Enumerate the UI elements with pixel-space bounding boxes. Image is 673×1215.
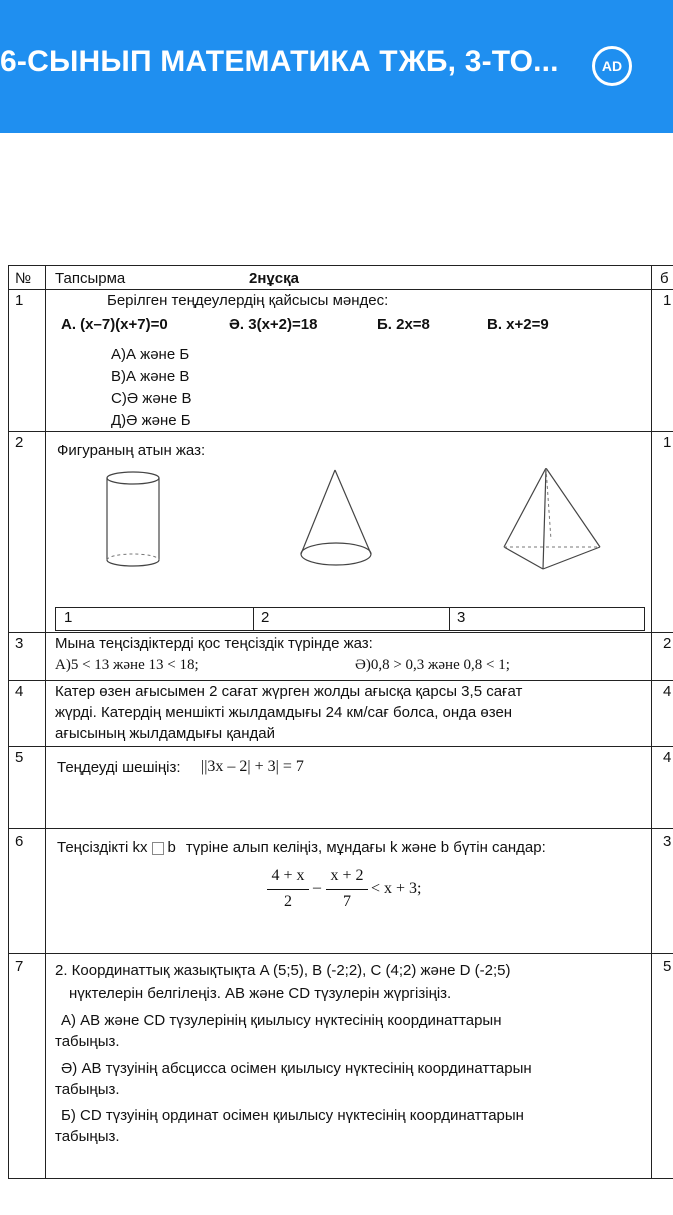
task-text-line: ағысының жылдамдығы қандай	[55, 725, 275, 742]
task-row-1	[9, 290, 673, 432]
equation-b: Б. 2x=8	[377, 316, 430, 333]
equation-e: Ә. 3(x+2)=18	[229, 316, 318, 333]
task-question: Мына теңсіздіктерді қос теңсіздік түрінде жаз:	[55, 635, 373, 652]
cell-divider	[253, 608, 254, 630]
task-number: 1	[15, 292, 24, 309]
task-points: 2	[663, 635, 672, 652]
task-points: 1	[663, 434, 672, 451]
task-row-4	[9, 681, 673, 747]
answer-cell-3[interactable]: 3	[457, 609, 466, 626]
task-text-line: жүрді. Катердің меншікті жылдамдығы 24 км/сағ болса, онда өзен	[55, 704, 513, 721]
question-b: b	[167, 839, 176, 856]
task-row-3	[9, 633, 673, 681]
placeholder-box-icon	[152, 842, 164, 855]
fraction-1-numerator: 4 + x	[271, 867, 305, 884]
task-text-line: нүктелерін белгілеңіз. AB және CD түзулерін жүргізіңіз.	[69, 985, 452, 1002]
task-points: 5	[663, 958, 672, 975]
inequality-e: Ә)0,8 > 0,3 және 0,8 < 1;	[355, 657, 510, 673]
task-points: 3	[663, 833, 672, 850]
task-text-line: Б) CD түзуінің ординат осімен қиылысу нүктесінің координаттарын	[61, 1107, 524, 1124]
task-points: 1	[663, 292, 672, 309]
answer-option-b: В)А және В	[111, 368, 190, 385]
minus-sign: –	[313, 879, 321, 896]
task-number: 2	[15, 434, 24, 451]
page-title: 6-СЫНЫП МАТЕМАТИКА ТЖБ, 3-ТО...	[0, 45, 559, 78]
task-number: 3	[15, 635, 24, 652]
task-row-2	[9, 432, 673, 633]
fraction-2-denominator: 7	[343, 893, 351, 910]
answer-cell-2[interactable]: 2	[261, 609, 270, 626]
header-num: №	[15, 270, 32, 287]
answer-option-a: А)А және Б	[111, 346, 190, 363]
cone-figure	[301, 470, 371, 565]
inequality-tail: < x + 3;	[371, 880, 422, 897]
pyramid-figure	[504, 468, 600, 569]
task-question	[57, 839, 546, 856]
equation-a: А. (x–7)(x+7)=0	[61, 316, 168, 333]
answer-cell-1[interactable]: 1	[64, 609, 73, 626]
task-text-line: табыңыз.	[55, 1128, 120, 1145]
cylinder-figure	[107, 472, 159, 566]
answer-option-d: Д)Ә және Б	[111, 412, 191, 429]
answer-option-c: С)Ә және В	[111, 390, 192, 407]
fraction-line	[267, 889, 309, 890]
task-text-line: 2. Координаттық жазықтықта A (5;5), B (-2;2), C (4;2) және D (-2;5)	[55, 962, 511, 979]
task-number: 7	[15, 958, 24, 975]
task-row-6	[9, 829, 673, 954]
task-points: 4	[663, 683, 672, 700]
header-task: Тапсырма	[55, 270, 126, 287]
question-end: түріне алып келіңіз, мұндағы k және b бүтін сандар:	[185, 839, 546, 856]
ad-icon[interactable]: AD	[592, 46, 632, 86]
figures-illustration	[49, 468, 649, 578]
task-question: Теңдеуді шешіңіз:	[57, 759, 181, 776]
equation-v: В. x+2=9	[487, 316, 549, 333]
fraction-2-numerator: x + 2	[330, 867, 364, 884]
task-text-line: Катер өзен ағысымен 2 сағат жүрген жолды ағысқа қарсы 3,5 сағат	[55, 683, 523, 700]
header-points: б	[660, 270, 669, 287]
task-question: Берілген теңдеулердің қайсысы мәндес:	[107, 292, 389, 309]
equation: ||3x – 2| + 3| = 7	[201, 758, 304, 775]
task-text-line: Ә) AB түзуінің абсцисса осімен қиылысу нүктесінің координаттарын	[61, 1060, 532, 1077]
worksheet-table	[8, 265, 673, 1179]
answer-cells	[55, 607, 645, 631]
cell-divider	[449, 608, 450, 630]
task-number: 6	[15, 833, 24, 850]
task-points: 4	[663, 749, 672, 766]
inequality-a: А)5 < 13 және 13 < 18;	[55, 657, 199, 673]
task-row-7	[9, 954, 673, 1178]
task-question: Фигураның атын жаз:	[57, 442, 206, 459]
app-header	[0, 0, 673, 133]
task-number: 5	[15, 749, 24, 766]
task-text-line: А) AB және CD түзулерінің қиылысу нүктесінің координаттарын	[61, 1012, 502, 1029]
fraction-1-denominator: 2	[284, 893, 292, 910]
task-number: 4	[15, 683, 24, 700]
task-text-line: табыңыз.	[55, 1081, 120, 1098]
task-text-line: табыңыз.	[55, 1033, 120, 1050]
fraction-line	[326, 889, 368, 890]
header-variant: 2нұсқа	[249, 270, 299, 287]
question-start: Теңсіздікті kx	[57, 839, 148, 856]
task-row-5	[9, 747, 673, 829]
table-header-row	[9, 266, 673, 290]
